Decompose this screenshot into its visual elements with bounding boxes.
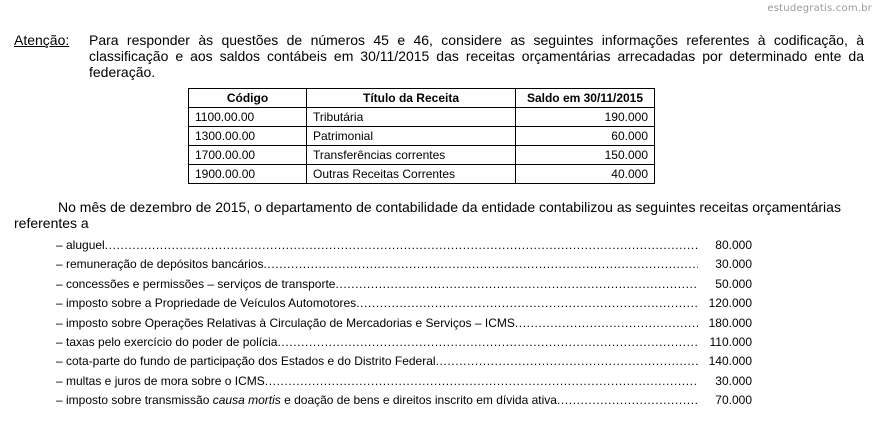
item-description-end: e doação de bens e direitos inscrito em dívida ativa bbox=[280, 393, 557, 408]
cell-saldo: 60.000 bbox=[516, 127, 655, 146]
table-row bbox=[189, 127, 655, 146]
dot-leader bbox=[356, 296, 698, 310]
intro-paragraph: No mês de dezembro de 2015, o departamento de contabilidade da entidade contabilizou as seguintes receitas orçamentárias referentes a bbox=[14, 199, 841, 231]
item-value: 120.000 bbox=[708, 296, 752, 311]
item-description: – aluguel bbox=[56, 238, 105, 252]
cell-titulo: Outras Receitas Correntes bbox=[307, 165, 516, 184]
list-item bbox=[56, 296, 752, 315]
header-titulo: Título da Receita bbox=[307, 89, 516, 108]
dot-leader bbox=[265, 374, 698, 388]
table-row bbox=[189, 108, 655, 127]
header-saldo: Saldo em 30/11/2015 bbox=[516, 89, 655, 108]
cell-saldo: 150.000 bbox=[516, 146, 655, 165]
attention-label: Atenção: bbox=[14, 32, 70, 48]
list-item bbox=[56, 393, 752, 412]
attention-paragraph bbox=[14, 32, 864, 80]
item-description bbox=[56, 393, 557, 407]
item-value: 30.000 bbox=[715, 373, 752, 388]
dot-leader bbox=[335, 277, 698, 291]
item-value: 140.000 bbox=[708, 354, 752, 369]
cell-titulo: Tributária bbox=[307, 108, 516, 127]
dot-leader bbox=[105, 238, 698, 252]
item-description: – multas e juros de mora sobre o ICMS bbox=[56, 373, 265, 388]
cell-titulo: Transferências correntes bbox=[307, 146, 516, 165]
table-header-row bbox=[189, 89, 655, 108]
watermark: estudegratis.com.br bbox=[767, 3, 872, 14]
dot-leader bbox=[557, 393, 698, 407]
list-item bbox=[56, 316, 752, 335]
list-item bbox=[56, 277, 752, 296]
cell-codigo: 1900.00.00 bbox=[189, 165, 307, 184]
item-value: 50.000 bbox=[715, 276, 752, 291]
dot-leader bbox=[515, 316, 698, 330]
item-description-start: – imposto sobre transmissão bbox=[56, 393, 213, 408]
list-item bbox=[56, 374, 752, 393]
revenue-items-list bbox=[56, 238, 752, 413]
list-item bbox=[56, 354, 752, 373]
item-description-italic: causa mortis bbox=[212, 393, 281, 408]
list-item bbox=[56, 257, 752, 276]
cell-saldo: 190.000 bbox=[516, 108, 655, 127]
attention-text: Para responder às questões de números 45 e 46, considere as seguintes informações referentes à codificação, à classificação e aos saldos contábeis em 30/11/2015 das receitas orçamentárias arrecadadas por determinado ente da federação. bbox=[89, 32, 864, 80]
item-value: 70.000 bbox=[715, 393, 752, 408]
item-value: 30.000 bbox=[715, 257, 752, 272]
item-description: – imposto sobre Operações Relativas à Circulação de Mercadorias e Serviços – ICMS bbox=[56, 315, 515, 330]
item-value: 80.000 bbox=[715, 238, 752, 252]
item-value: 180.000 bbox=[708, 315, 752, 330]
dot-leader bbox=[277, 335, 698, 349]
list-item bbox=[56, 238, 752, 257]
cell-codigo: 1300.00.00 bbox=[189, 127, 307, 146]
cell-codigo: 1700.00.00 bbox=[189, 146, 307, 165]
revenue-table bbox=[188, 88, 655, 184]
list-item bbox=[56, 335, 752, 354]
item-description: – remuneração de depósitos bancários bbox=[56, 257, 264, 272]
item-value: 110.000 bbox=[709, 334, 752, 349]
item-description: – taxas pelo exercício do poder de polícia bbox=[56, 334, 278, 349]
table-row bbox=[189, 165, 655, 184]
table-row bbox=[189, 146, 655, 165]
dot-leader bbox=[436, 354, 698, 368]
dot-leader bbox=[263, 257, 698, 271]
item-description: – cota-parte do fundo de participação dos Estados e do Distrito Federal bbox=[56, 354, 436, 369]
item-description: – concessões e permissões – serviços de transporte bbox=[56, 276, 336, 291]
cell-codigo: 1100.00.00 bbox=[189, 108, 307, 127]
header-codigo: Código bbox=[189, 89, 307, 108]
cell-saldo: 40.000 bbox=[516, 165, 655, 184]
item-description: – imposto sobre a Propriedade de Veículos Automotores bbox=[56, 296, 357, 311]
cell-titulo: Patrimonial bbox=[307, 127, 516, 146]
